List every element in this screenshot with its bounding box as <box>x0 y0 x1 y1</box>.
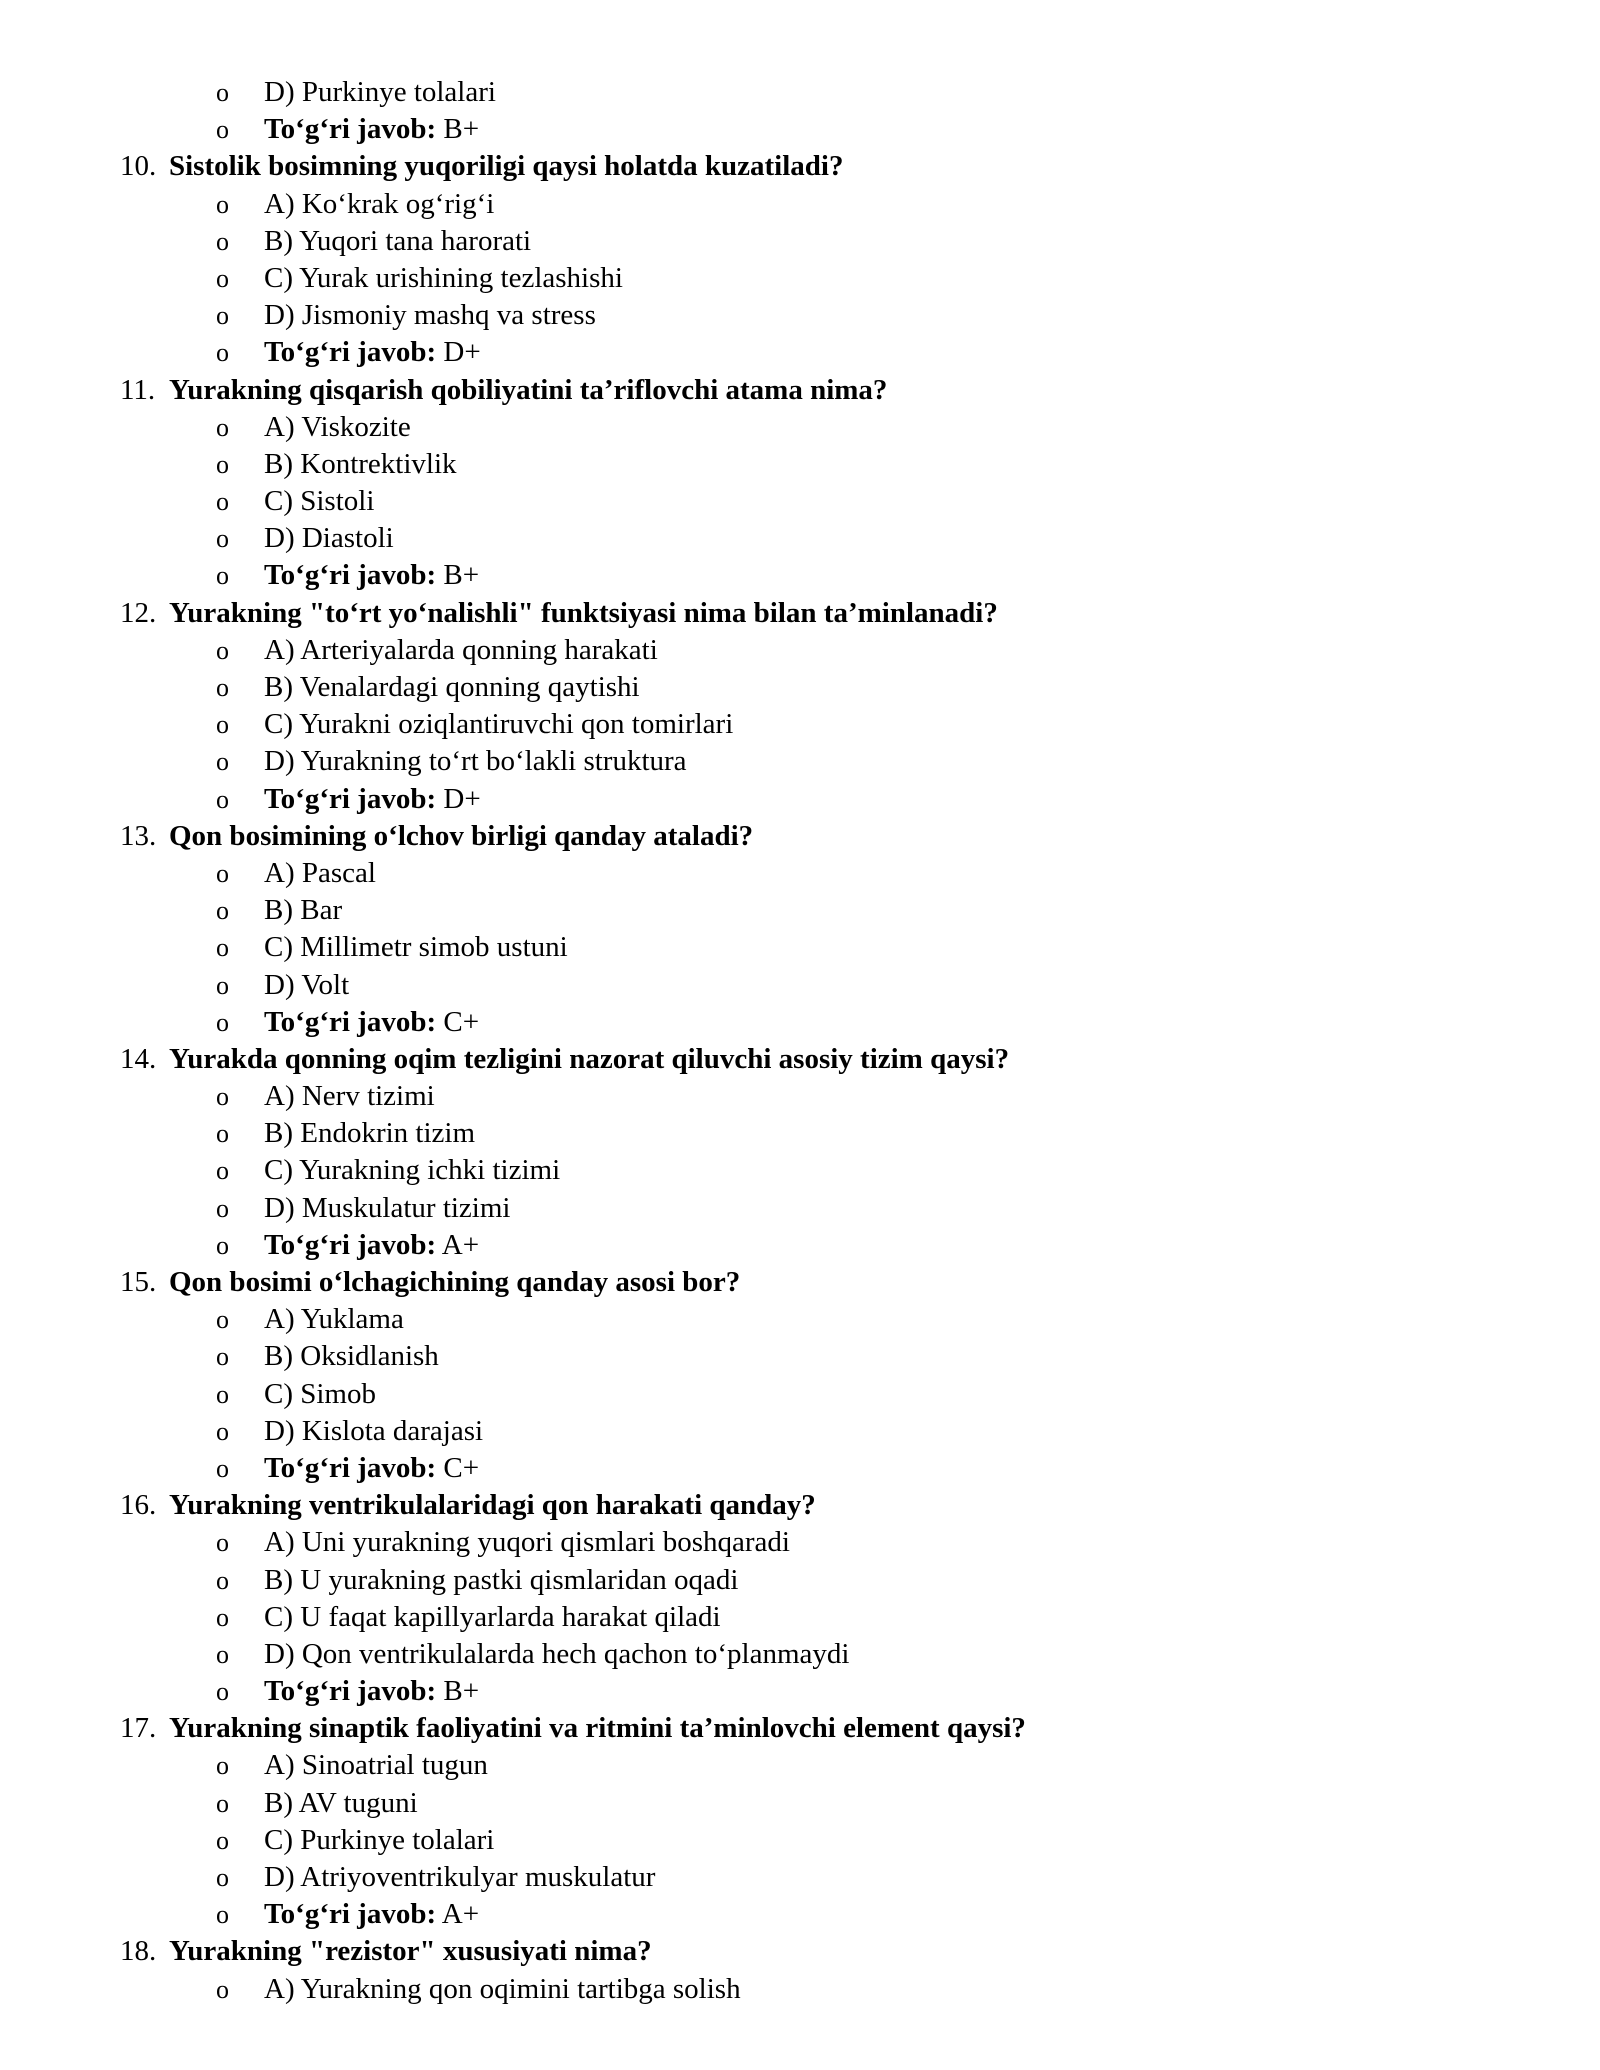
bullet-marker: o <box>216 115 229 145</box>
correct-answer-value: B+ <box>443 1675 480 1708</box>
option-text: D) Yurakning to‘rt bo‘lakli struktura <box>264 745 687 778</box>
correct-answer-value: B+ <box>443 113 480 146</box>
bullet-marker: o <box>216 1379 229 1409</box>
option-text: D) Kislota darajasi <box>264 1414 484 1447</box>
option-text: B) U yurakning pastki qismlaridan oqadi <box>264 1563 739 1596</box>
bullet-marker: o <box>216 747 229 777</box>
option-item <box>0 743 1600 780</box>
question-heading <box>0 1041 1600 1078</box>
option-text: A) Pascal <box>264 856 376 889</box>
option-item <box>0 1822 1600 1859</box>
bullet-marker: o <box>216 970 229 1000</box>
option-text: C) Yurakning ichki tizimi <box>264 1154 561 1187</box>
correct-answer-value: C+ <box>443 1451 480 1484</box>
option-item <box>0 186 1600 223</box>
question-number: 10. <box>120 150 157 183</box>
option-item <box>0 929 1600 966</box>
bullet-marker: o <box>216 1119 229 1149</box>
quiz-content <box>0 74 1600 2008</box>
option-text: D) Purkinye tolalari <box>264 76 496 108</box>
bullet-marker: o <box>216 1528 229 1558</box>
option-item <box>0 1636 1600 1673</box>
correct-answer-item <box>0 557 1600 594</box>
option-text: D) Jismoniy mashq va stress <box>264 299 596 332</box>
correct-answer-item <box>0 1450 1600 1487</box>
option-text: B) Yuqori tana harorati <box>264 224 532 257</box>
question-text: Yurakning "to‘rt yo‘nalishli" funktsiyasi nima bilan ta’minlanadi? <box>169 596 998 629</box>
question-text: Sistolik bosimning yuqoriligi qaysi holatda kuzatiladi? <box>169 150 844 183</box>
bullet-marker: o <box>216 1416 229 1446</box>
bullet-marker: o <box>216 1193 229 1223</box>
bullet-marker: o <box>216 263 229 293</box>
bullet-marker: o <box>216 412 229 442</box>
question-text: Qon bosimi o‘lchagichining qanday asosi bor? <box>169 1266 741 1298</box>
option-text: A) Viskozite <box>264 410 411 443</box>
option-text: D) Qon ventrikulalarda hech qachon to‘planmaydi <box>264 1637 850 1670</box>
option-text: A) Arteriyalarda qonning harakati <box>264 633 658 666</box>
correct-answer-label: To‘g‘ri javob: <box>264 1675 437 1708</box>
option-item <box>0 409 1600 446</box>
option-item <box>0 223 1600 260</box>
question-text: Yurakning "rezistor" xususiyati nima? <box>169 1935 652 1968</box>
correct-answer-label: To‘g‘ri javob: <box>264 1228 437 1261</box>
option-item <box>0 706 1600 743</box>
bullet-marker: o <box>216 301 229 331</box>
correct-answer <box>264 111 479 148</box>
option-item <box>0 1747 1600 1784</box>
correct-answer-value: D+ <box>443 782 481 815</box>
option-text: A) Yuklama <box>264 1303 404 1336</box>
option-item <box>0 520 1600 557</box>
option-text: A) Uni yurakning yuqori qismlari boshqaradi <box>264 1526 790 1559</box>
bullet-marker: o <box>216 1565 229 1595</box>
option-item <box>0 1301 1600 1338</box>
option-item <box>0 1524 1600 1561</box>
option-text: C) Yurakni oziqlantiruvchi qon tomirlari <box>264 708 734 741</box>
bullet-marker: o <box>216 1974 229 2004</box>
correct-answer-item <box>0 334 1600 371</box>
correct-answer-item <box>0 781 1600 818</box>
correct-answer-item <box>0 1896 1600 1933</box>
question-heading <box>0 1710 1600 1747</box>
correct-answer <box>264 1004 479 1041</box>
option-item <box>0 1152 1600 1189</box>
question-heading <box>0 818 1600 855</box>
question-heading <box>0 372 1600 409</box>
question-number: 14. <box>120 1042 157 1075</box>
correct-answer <box>264 1673 479 1710</box>
correct-answer <box>264 557 479 594</box>
bullet-marker: o <box>216 896 229 926</box>
option-item <box>0 892 1600 929</box>
option-text: B) Oksidlanish <box>264 1340 439 1373</box>
option-item <box>0 1115 1600 1152</box>
bullet-marker: o <box>216 1863 229 1892</box>
question-text: Qon bosimining o‘lchov birligi qanday ataladi? <box>169 819 754 852</box>
correct-answer <box>264 1227 479 1264</box>
option-text: A) Nerv tizimi <box>264 1080 435 1113</box>
option-text: C) U faqat kapillyarlarda harakat qiladi <box>264 1600 721 1633</box>
option-item <box>0 446 1600 483</box>
question-heading <box>0 1487 1600 1524</box>
correct-answer <box>264 1450 479 1487</box>
option-item <box>0 1376 1600 1413</box>
option-item <box>0 1413 1600 1450</box>
option-text: C) Simob <box>264 1377 376 1410</box>
correct-answer-item <box>0 111 1600 148</box>
option-text: B) AV tuguni <box>264 1786 418 1819</box>
option-item <box>0 1599 1600 1636</box>
option-text: B) Venalardagi qonning qaytishi <box>264 671 640 703</box>
question-heading <box>0 595 1600 632</box>
option-text: B) Bar <box>264 894 343 927</box>
bullet-marker: o <box>216 1305 229 1335</box>
option-text: B) Endokrin tizim <box>264 1117 476 1150</box>
question-number: 13. <box>120 819 157 852</box>
bullet-marker: o <box>216 487 229 517</box>
question-heading <box>0 148 1600 185</box>
option-text: D) Muskulatur tizimi <box>264 1191 511 1224</box>
question-text: Yurakning sinaptik faoliyatini va ritmini ta’minlovchi element qaysi? <box>169 1712 1026 1745</box>
correct-answer <box>264 1896 479 1933</box>
option-item <box>0 669 1600 706</box>
correct-answer-value: C+ <box>443 1005 480 1038</box>
bullet-marker: o <box>216 933 229 963</box>
correct-answer-label: To‘g‘ri javob: <box>264 782 437 815</box>
option-item <box>0 1859 1600 1896</box>
bullet-marker: o <box>216 1602 229 1632</box>
correct-answer-value: A+ <box>441 1228 480 1261</box>
question-text: Yurakning ventrikulalaridagi qon harakati qanday? <box>169 1489 816 1522</box>
option-item <box>0 1785 1600 1822</box>
question-heading <box>0 1264 1600 1301</box>
correct-answer-label: To‘g‘ri javob: <box>264 559 437 592</box>
correct-answer-value: D+ <box>443 336 481 369</box>
bullet-marker: o <box>216 1900 229 1930</box>
option-item <box>0 1078 1600 1115</box>
bullet-marker: o <box>216 1751 229 1781</box>
correct-answer-value: B+ <box>443 559 480 592</box>
option-text: C) Sistoli <box>264 485 375 518</box>
bullet-marker: o <box>216 1453 229 1483</box>
option-text: A) Sinoatrial tugun <box>264 1749 488 1782</box>
bullet-marker: o <box>216 338 229 368</box>
bullet-marker: o <box>216 1342 229 1372</box>
option-text: C) Purkinye tolalari <box>264 1823 495 1856</box>
correct-answer-value: A+ <box>441 1898 480 1931</box>
bullet-marker: o <box>216 858 229 888</box>
question-text: Yurakning qisqarish qobiliyatini ta’riflovchi atama nima? <box>169 373 888 406</box>
correct-answer-label: To‘g‘ri javob: <box>264 1005 437 1038</box>
bullet-marker: o <box>216 1639 229 1669</box>
option-text: D) Diastoli <box>264 522 394 555</box>
option-item <box>0 74 1600 111</box>
option-text: D) Atriyoventrikulyar muskulatur <box>264 1861 656 1893</box>
bullet-marker: o <box>216 1825 229 1855</box>
question-number: 17. <box>120 1712 157 1745</box>
question-number: 12. <box>120 596 157 629</box>
bullet-marker: o <box>216 1007 229 1037</box>
correct-answer-label: To‘g‘ri javob: <box>264 113 437 146</box>
bullet-marker: o <box>216 449 229 479</box>
correct-answer-item <box>0 1673 1600 1710</box>
option-item <box>0 297 1600 334</box>
bullet-marker: o <box>216 1156 229 1186</box>
option-text: B) Kontrektivlik <box>264 447 457 480</box>
option-text: A) Yurakning qon oqimini tartibga solish <box>264 1972 741 2005</box>
question-heading <box>0 1933 1600 1970</box>
option-text: C) Yurak urishining tezlashishi <box>264 261 623 294</box>
bullet-marker: o <box>216 784 229 814</box>
bullet-marker: o <box>216 673 229 702</box>
option-item <box>0 1338 1600 1375</box>
option-item <box>0 632 1600 669</box>
bullet-marker: o <box>216 1082 229 1112</box>
option-item <box>0 1190 1600 1227</box>
bullet-marker: o <box>216 78 229 107</box>
question-number: 16. <box>120 1489 157 1522</box>
question-number: 11. <box>120 373 156 406</box>
bullet-marker: o <box>216 561 229 591</box>
question-text: Yurakda qonning oqim tezligini nazorat qiluvchi asosiy tizim qaysi? <box>169 1042 1010 1075</box>
correct-answer-item <box>0 1004 1600 1041</box>
bullet-marker: o <box>216 189 229 219</box>
question-number: 18. <box>120 1935 157 1968</box>
bullet-marker: o <box>216 524 229 554</box>
bullet-marker: o <box>216 710 229 740</box>
option-item <box>0 967 1600 1004</box>
option-text: A) Ko‘krak og‘rig‘i <box>264 187 495 220</box>
bullet-marker: o <box>216 635 229 665</box>
option-item <box>0 855 1600 892</box>
correct-answer-label: To‘g‘ri javob: <box>264 336 437 369</box>
bullet-marker: o <box>216 1230 229 1260</box>
correct-answer-label: To‘g‘ri javob: <box>264 1451 437 1484</box>
bullet-marker: o <box>216 1788 229 1818</box>
correct-answer <box>264 334 481 371</box>
option-item <box>0 260 1600 297</box>
option-text: C) Millimetr simob ustuni <box>264 931 568 964</box>
option-item <box>0 483 1600 520</box>
correct-answer-label: To‘g‘ri javob: <box>264 1898 437 1931</box>
correct-answer <box>264 781 481 818</box>
option-item <box>0 1562 1600 1599</box>
bullet-marker: o <box>216 1677 229 1707</box>
correct-answer-item <box>0 1227 1600 1264</box>
bullet-marker: o <box>216 226 229 256</box>
option-item <box>0 1971 1600 2008</box>
question-number: 15. <box>120 1266 157 1298</box>
option-text: D) Volt <box>264 968 350 1001</box>
